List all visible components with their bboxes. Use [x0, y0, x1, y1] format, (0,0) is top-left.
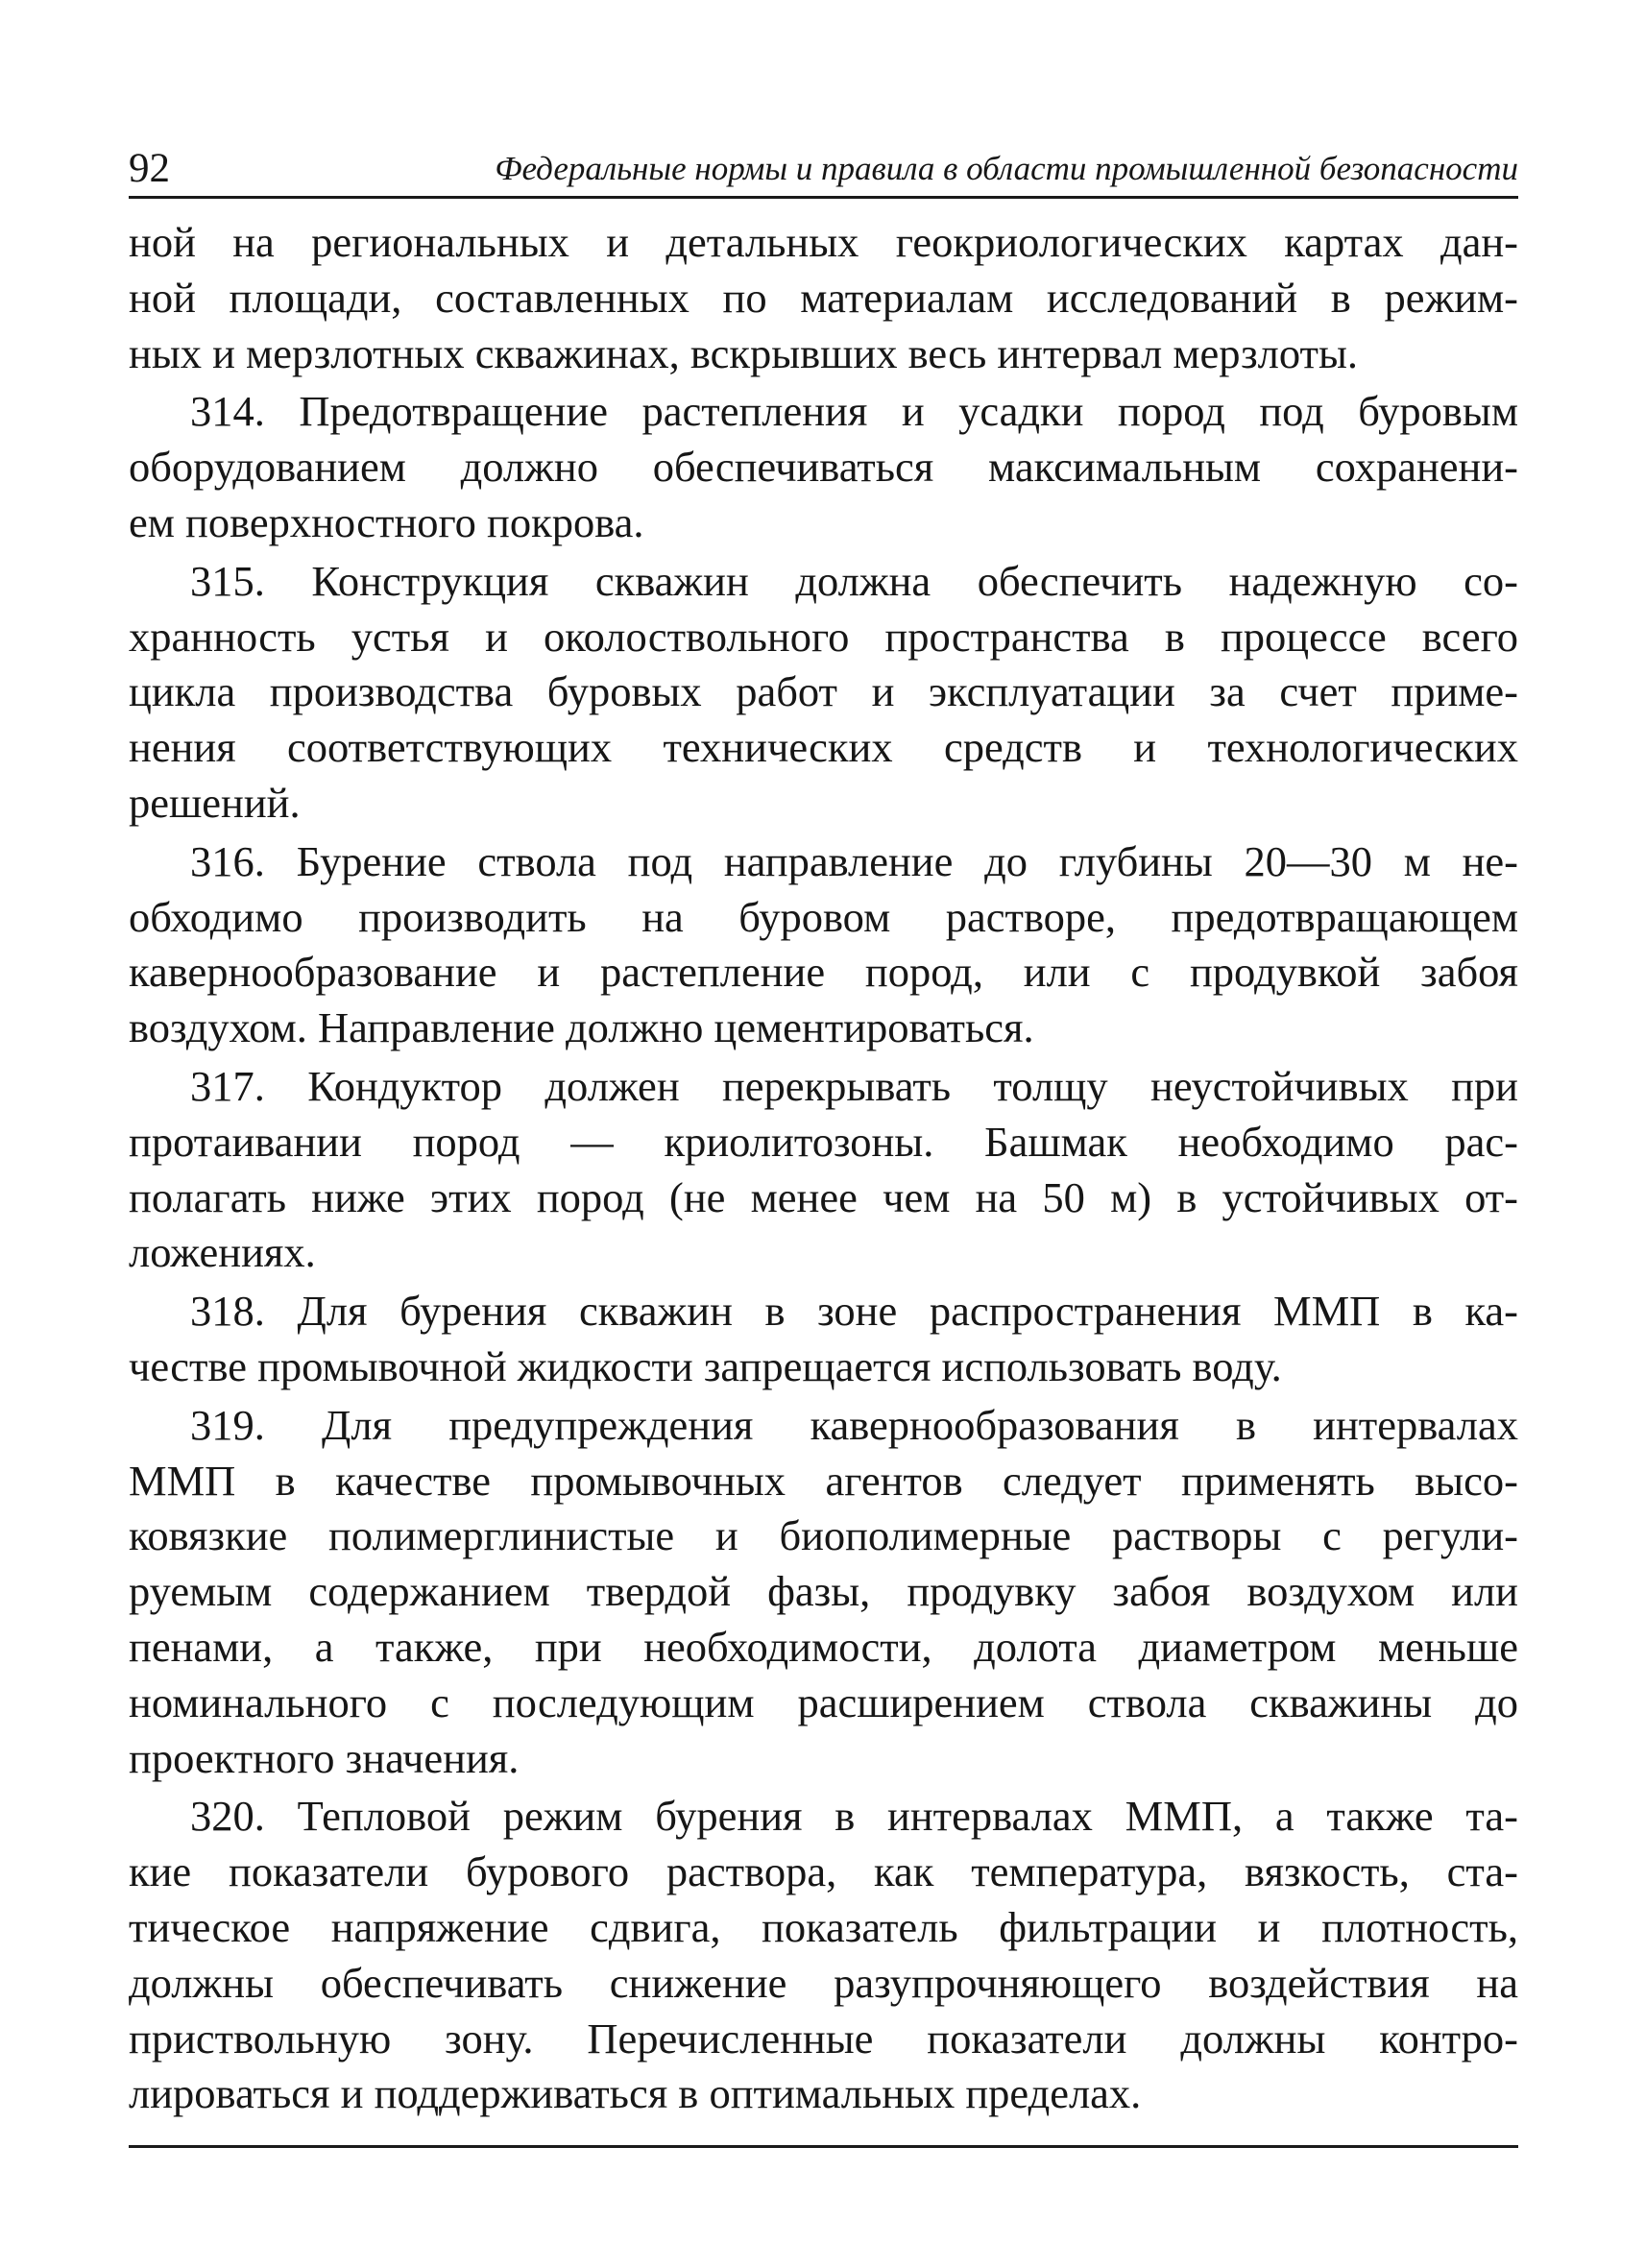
text-line: должны обеспечивать снижение разупрочняющего воздействия на [129, 1958, 1518, 2007]
paragraph-item-316 [129, 834, 1518, 1056]
text-line: руемым содержанием твердой фазы, продувку забоя воздухом или [129, 1567, 1518, 1616]
paragraph-item-318 [129, 1284, 1518, 1395]
paragraph-item-314 [129, 384, 1518, 550]
text-line: цикла производства буровых работ и эксплуатации за счет приме- [129, 667, 1518, 716]
text-line: хранность устья и околоствольного пространства в процессе всего [129, 612, 1518, 661]
text-line: протаивании пород — криолитозоны. Башмак необходимо рас- [129, 1117, 1518, 1166]
text-line: воздухом. Направление должно цементироваться. [129, 1003, 1034, 1052]
text-line: ной на региональных и детальных геокриологических картах дан- [129, 218, 1518, 266]
text-line: 315. Конструкция скважин должна обеспечить надежную со- [190, 556, 1518, 605]
body-text [129, 215, 1518, 2122]
text-line: 319. Для предупреждения кавернообразования в интервалах [190, 1400, 1518, 1449]
text-line: проектного значения. [129, 1733, 520, 1782]
text-line: приствольную зону. Перечисленные показатели должны контро- [129, 2014, 1518, 2063]
paragraph-item-317 [129, 1059, 1518, 1281]
text-line: 317. Кондуктор должен перекрывать толщу неустойчивых при [190, 1061, 1518, 1110]
text-line: честве промывочной жидкости запрещается использовать воду. [129, 1341, 1282, 1390]
text-line: ММП в качестве промывочных агентов следует применять высо- [129, 1456, 1518, 1505]
text-line: оборудованием должно обеспечиваться максимальным сохранени- [129, 443, 1518, 492]
text-line: ковязкие полимерглинистые и биополимерные растворы с регули- [129, 1511, 1518, 1560]
text-line: ложениях. [129, 1228, 316, 1277]
page-number: 92 [129, 146, 170, 191]
text-line: ем поверхностного покрова. [129, 497, 644, 546]
bottom-rule [129, 2145, 1518, 2148]
text-line: ных и мерзлотных скважинах, вскрывших весь интервал мерзлоты. [129, 328, 1359, 377]
text-line: 320. Тепловой режим бурения в интервалах ММП, а также та- [190, 1792, 1518, 1841]
paragraph [129, 215, 1518, 381]
text-line: нения соответствующих технических средств и технологических [129, 723, 1518, 772]
text-line: кие показатели бурового раствора, как температура, вязкость, ста- [129, 1847, 1518, 1896]
text-line: пенами, а также, при необходимости, долота диаметром меньше [129, 1622, 1518, 1671]
paragraph-item-319 [129, 1398, 1518, 1787]
text-line: номинального с последующим расширением ствола скважины до [129, 1677, 1518, 1726]
page-header [129, 142, 1518, 199]
paragraph-item-315 [129, 554, 1518, 832]
text-line: решений. [129, 778, 301, 827]
text-line: обходимо производить на буровом растворе, предотвращающем [129, 892, 1518, 941]
text-line: тическое напряжение сдвига, показатель фильтрации и плотность, [129, 1902, 1518, 1951]
text-line: 314. Предотвращение растепления и усадки пород под буровым [190, 387, 1518, 436]
paragraph-item-320 [129, 1789, 1518, 2122]
text-line: полагать ниже этих пород (не менее чем на 50 м) в устойчивых от- [129, 1172, 1518, 1221]
text-line: ной площади, составленных по материалам исследований в режим- [129, 273, 1518, 322]
text-line: 316. Бурение ствола под направление до глубины 20—30 м не- [190, 836, 1518, 885]
text-line: кавернообразование и растепление пород, или с продувкой забоя [129, 948, 1518, 997]
running-title: Федеральные нормы и правила в области промышленной безопасности [495, 150, 1518, 187]
text-line: 318. Для бурения скважин в зоне распространения ММП в ка- [190, 1287, 1518, 1336]
text-line: лироваться и поддерживаться в оптимальных пределах. [129, 2069, 1142, 2118]
